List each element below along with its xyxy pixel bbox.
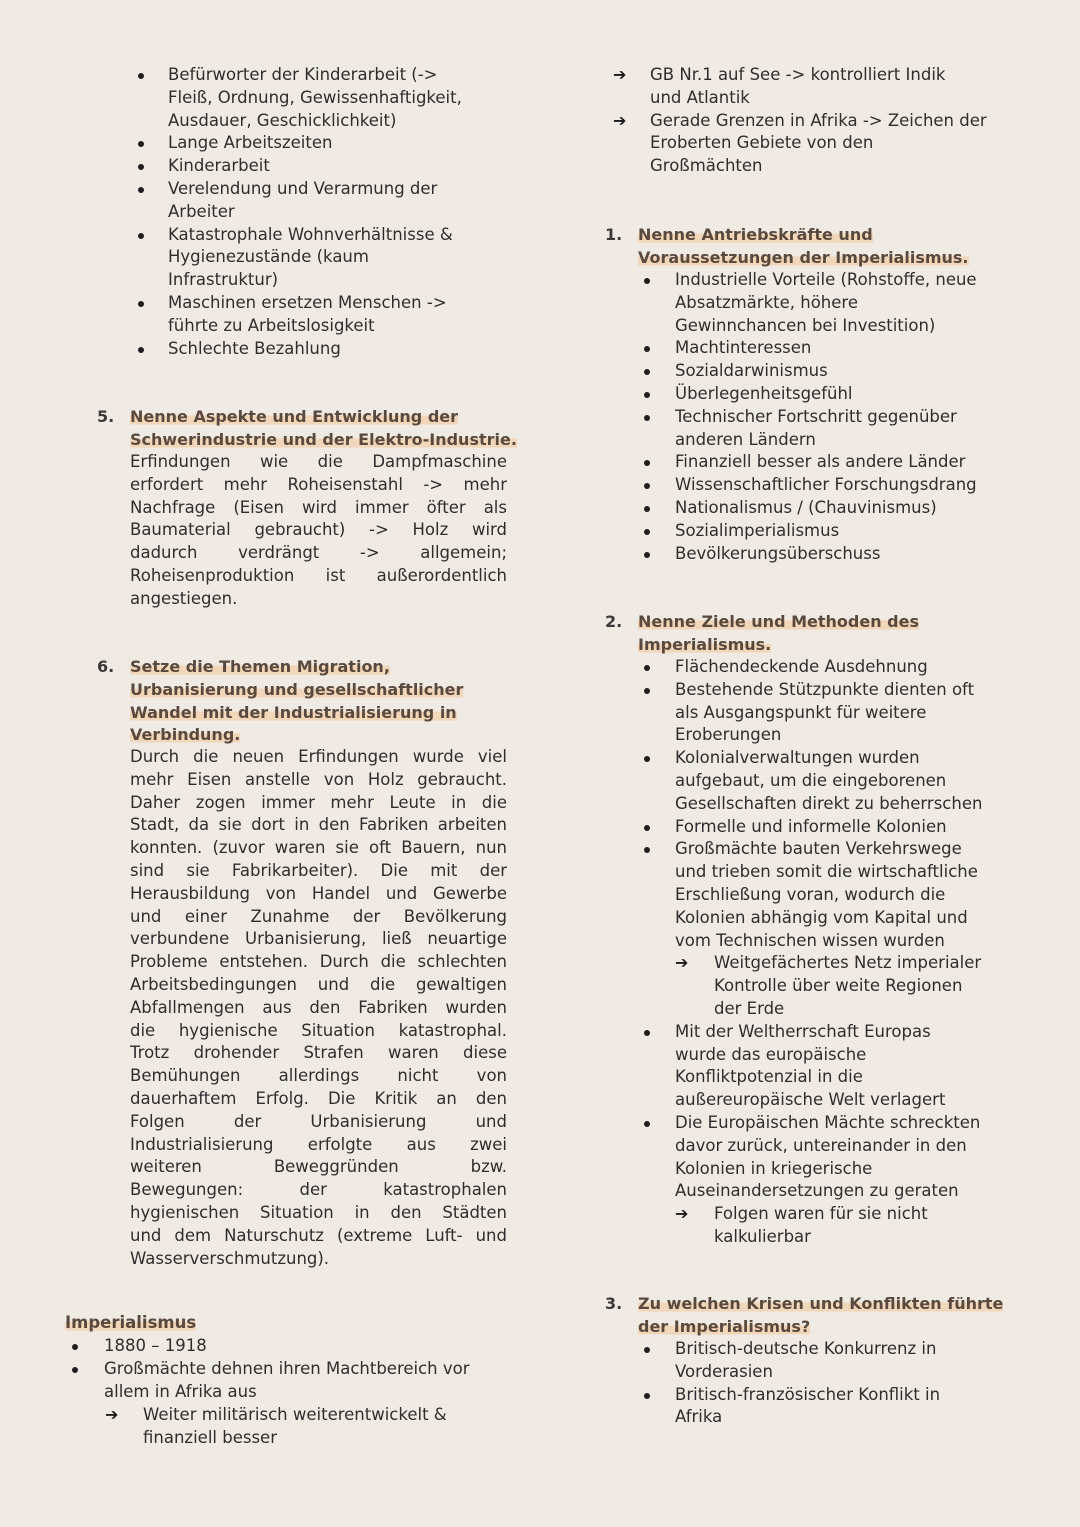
question-5-answer — [130, 451, 507, 611]
arrow-text-line: Weiter militärisch weiterentwickelt & — [143, 1405, 447, 1424]
question-2-heading — [605, 611, 1045, 657]
arrow-text-line: Folgen waren für sie nicht — [714, 1204, 928, 1224]
paragraph-line: erfordert mehr Roheisenstahl -> mehr — [130, 474, 507, 494]
paragraph-line: und dem Naturschutz (extreme Luft- und — [130, 1225, 507, 1245]
bullet-text-line: Lange Arbeitszeiten — [168, 133, 333, 153]
arrow-right-icon: ➔ — [675, 953, 689, 973]
question-heading-line — [97, 429, 517, 452]
bullet-list-item — [133, 292, 513, 338]
paragraph-line: dadurch verdrängt -> allgemein; — [130, 543, 507, 563]
bullet-text-line: vom Technischen wissen wurden — [675, 930, 945, 950]
bullet-dot-icon — [644, 1030, 650, 1036]
bullet-list-item — [640, 337, 1040, 360]
question-heading-line — [97, 679, 517, 702]
question-heading-line — [605, 1316, 1045, 1339]
bullet-dot-icon — [72, 1344, 78, 1350]
bullet-text-line: führte zu Arbeitslosigkeit — [168, 315, 375, 335]
bullet-list-item — [640, 1338, 1040, 1384]
bullet-text-line: Großmächte bauten Verkehrswege — [675, 839, 962, 859]
bullet-dot-icon — [644, 552, 650, 558]
question-1-heading — [605, 224, 1045, 270]
question-heading-line — [605, 224, 1045, 247]
paragraph-line: und einer Zunahme der Bevölkerung — [130, 906, 507, 926]
bullet-list-item — [640, 747, 1040, 815]
arrow-text-line: kalkulierbar — [714, 1226, 811, 1246]
question-number: 3. — [605, 1294, 623, 1313]
arrow-right-icon: ➔ — [675, 1204, 689, 1224]
bullet-dot-icon — [644, 529, 650, 535]
paragraph-line: Arbeitsbedingungen und die gewaltigen — [130, 974, 507, 994]
bullet-list-item — [70, 1335, 520, 1358]
bullet-text-line: Technischer Fortschritt gegenüber — [675, 406, 957, 426]
bullet-text-line: Kolonialverwaltungen wurden — [675, 748, 920, 768]
question-heading-line — [605, 634, 1045, 657]
bullet-text-line: Schlechte Bezahlung — [168, 338, 341, 358]
question-heading-line — [605, 247, 1045, 270]
question-heading-text: Wandel mit der Industrialisierung in — [130, 702, 457, 722]
bullet-text-line: wurde das europäische — [675, 1044, 867, 1064]
paragraph-line: Wasserverschmutzung). — [130, 1248, 330, 1268]
bullet-list-item — [640, 1112, 1040, 1203]
bullet-text-line: Nationalismus / (Chauvinismus) — [675, 498, 937, 517]
question-2-arrow-note-2 — [675, 1203, 1035, 1249]
bullet-list-item — [640, 269, 1040, 337]
bullet-text-line: Arbeiter — [168, 201, 235, 221]
right-top-arrow-note — [613, 64, 1033, 110]
bullet-text-line: Britisch-französischer Konflikt in — [675, 1384, 941, 1404]
arrow-text-line: GB Nr.1 auf See -> kontrolliert Indik — [650, 65, 946, 84]
question-6-answer — [130, 746, 507, 1270]
question-heading-text: Nenne Antriebskräfte und — [638, 225, 873, 244]
bullet-text-line: als Ausgangspunkt für weitere — [675, 702, 927, 722]
bullet-text-line: davor zurück, untereinander in den — [675, 1135, 967, 1155]
right-top-arrow-note — [613, 110, 1033, 178]
paragraph-line: mehr Eisen anstelle von Holz gebraucht. — [130, 769, 507, 789]
bullet-text-line: aufgebaut, um die eingeborenen — [675, 770, 947, 790]
question-heading-text: Nenne Ziele und Methoden des — [638, 612, 919, 631]
bullet-text-line: Formelle und informelle Kolonien — [675, 816, 947, 836]
bullet-list-item — [133, 178, 513, 224]
bullet-list-item — [133, 224, 513, 292]
arrow-text-line: Großmächten — [650, 156, 763, 176]
bullet-list-item — [133, 155, 513, 178]
bullet-dot-icon — [644, 825, 650, 831]
paragraph-line: Nachfrage (Eisen wird immer öfter als — [130, 497, 507, 517]
bullet-list-item — [640, 1021, 1040, 1112]
bullet-dot-icon — [644, 392, 650, 398]
bullet-text-line: allem in Afrika aus — [104, 1381, 257, 1401]
arrow-text-line: Gerade Grenzen in Afrika -> Zeichen der — [650, 110, 987, 130]
bullet-dot-icon — [138, 347, 144, 353]
paragraph-line: Herausbildung von Handel und Gewerbe — [130, 883, 507, 903]
bullet-text-line: Kolonien in kriegerische — [675, 1158, 873, 1178]
question-heading-line — [97, 702, 517, 725]
bullet-text-line: Großmächte dehnen ihren Machtbereich vor — [104, 1358, 470, 1378]
bullet-list-item — [640, 679, 1040, 747]
bullet-dot-icon — [644, 1393, 650, 1399]
bullet-list-item — [640, 520, 1040, 543]
bullet-list-item — [640, 543, 1040, 566]
question-heading-line — [97, 406, 517, 429]
bullet-dot-icon — [644, 665, 650, 671]
paragraph-line: Bewegungen: der katastrophalen — [130, 1180, 507, 1200]
arrow-right-icon: ➔ — [105, 1405, 119, 1424]
bullet-dot-icon — [644, 688, 650, 694]
arrow-text-line: und Atlantik — [650, 87, 750, 107]
bullet-text-line: Ausdauer, Geschicklichkeit) — [168, 110, 397, 130]
arrow-text-line: Kontrolle über weite Regionen — [714, 976, 963, 996]
bullet-text-line: Erschließung voran, wodurch die — [675, 884, 946, 904]
arrow-text-line: finanziell besser — [143, 1427, 277, 1447]
bullet-text-line: außereuropäische Welt verlagert — [675, 1090, 946, 1110]
question-heading-text: Voraussetzungen der Imperialismus. — [638, 247, 969, 267]
paragraph-line: Baumaterial gebraucht) -> Holz wird — [130, 520, 507, 540]
bullet-list-item — [133, 338, 513, 361]
bullet-text-line: Kolonien abhängig vom Kapital und — [675, 907, 968, 927]
bullet-text-line: Fleiß, Ordnung, Gewissenhaftigkeit, — [168, 87, 462, 107]
paragraph-line: Folgen der Urbanisierung und — [130, 1111, 507, 1131]
bullet-dot-icon — [644, 415, 650, 421]
bullet-list-item — [640, 838, 1040, 952]
question-number: 6. — [97, 657, 115, 676]
paragraph-line: Abfallmengen aus den Fabriken wurden — [130, 997, 507, 1017]
bullet-text-line: Befürworter der Kinderarbeit (-> — [168, 65, 438, 84]
paragraph-line: verbundene Urbanisierung, ließ neuartige — [130, 929, 507, 949]
paragraph-line: weiteren Beweggründen bzw. — [130, 1157, 507, 1177]
bullet-list-item — [640, 383, 1040, 406]
bullet-list-item — [133, 132, 513, 155]
question-heading-line — [97, 724, 517, 747]
bullet-dot-icon — [138, 233, 144, 239]
bullet-text-line: Britisch-deutsche Konkurrenz in — [675, 1339, 937, 1358]
paragraph-line: Erfindungen wie die Dampfmaschine — [130, 452, 507, 471]
question-6-heading — [97, 656, 517, 747]
bullet-text-line: Wissenschaftlicher Forschungsdrang — [675, 475, 977, 495]
paragraph-line: angestiegen. — [130, 588, 238, 608]
question-heading-text: der Imperialismus? — [638, 1316, 811, 1336]
question-heading-text: Zu welchen Krisen und Konflikten führte — [638, 1294, 1004, 1313]
bullet-text-line: anderen Ländern — [675, 429, 816, 449]
bullet-text-line: 1880 – 1918 — [104, 1336, 207, 1355]
paragraph-line: hygienischen Situation in den Städten — [130, 1202, 507, 1222]
bullet-text-line: Hygienezustände (kaum — [168, 247, 369, 267]
question-number: 5. — [97, 407, 115, 426]
bullet-text-line: Überlegenheitsgefühl — [675, 384, 853, 403]
question-number: 1. — [605, 225, 623, 244]
bullet-list-item — [640, 497, 1040, 520]
bullet-text-line: Gewinnchancen bei Investition) — [675, 315, 936, 335]
bullet-dot-icon — [644, 506, 650, 512]
paragraph-line: Industrialisierung erfolgte aus zwei — [130, 1134, 507, 1154]
bullet-text-line: Maschinen ersetzen Menschen -> — [168, 293, 447, 312]
question-2-arrow-note — [675, 952, 1035, 1020]
bullet-text-line: Konfliktpotenzial in die — [675, 1067, 863, 1087]
question-5-heading — [97, 406, 517, 452]
bullet-list-item — [640, 451, 1040, 474]
bullet-dot-icon — [72, 1367, 78, 1373]
bullet-text-line: Katastrophale Wohnverhältnisse & — [168, 224, 453, 244]
bullet-text-line: Industrielle Vorteile (Rohstoffe, neue — [675, 270, 977, 289]
bullet-dot-icon — [138, 73, 144, 79]
bullet-text-line: und trieben somit die wirtschaftliche — [675, 862, 978, 882]
imperialismus-heading — [65, 1312, 365, 1335]
question-heading-text: Verbindung. — [130, 725, 241, 745]
question-3-heading — [605, 1293, 1045, 1339]
bullet-text-line: Infrastruktur) — [168, 270, 279, 290]
bullet-text-line: Flächendeckende Ausdehnung — [675, 657, 928, 676]
bullet-list-item — [640, 474, 1040, 497]
paragraph-line: dauerhaftem Erfolg. Die Kritik an den — [130, 1088, 507, 1108]
bullet-dot-icon — [644, 1121, 650, 1127]
bullet-dot-icon — [138, 301, 144, 307]
bullet-text-line: Mit der Weltherrschaft Europas — [675, 1021, 931, 1041]
question-heading-line — [97, 656, 517, 679]
paragraph-line: Stadt, da sie dort in den Fabriken arbeiten — [130, 815, 507, 835]
bullet-dot-icon — [644, 1347, 650, 1353]
bullet-text-line: Auseinandersetzungen zu geraten — [675, 1181, 959, 1201]
bullet-list-item — [640, 360, 1040, 383]
paragraph-line: Probleme entstehen. Durch die schlechten — [130, 952, 507, 972]
question-heading-text: Urbanisierung und gesellschaftlicher — [130, 679, 464, 699]
bullet-text-line: Sozialdarwinismus — [675, 361, 828, 381]
arrow-text-line: Weitgefächertes Netz imperialer — [714, 953, 982, 973]
bullet-text-line: Gesellschaften direkt zu beherrschen — [675, 793, 983, 813]
paragraph-line: Trotz drohender Strafen waren diese — [130, 1043, 507, 1063]
paragraph-line: Roheisenproduktion ist außerordentlich — [130, 565, 507, 585]
paragraph-line: die hygienische Situation katastrophal. — [130, 1020, 507, 1040]
bullet-text-line: Sozialimperialismus — [675, 520, 840, 540]
arrow-right-icon: ➔ — [613, 110, 627, 130]
question-heading-line — [605, 1293, 1045, 1316]
paragraph-line: konnten. (zuvor waren sie oft Bauern, nun — [130, 838, 507, 858]
bullet-list-item — [640, 1384, 1040, 1430]
bullet-text-line: Die Europäischen Mächte schreckten — [675, 1112, 981, 1132]
paragraph-line: Daher zogen immer mehr Leute in die — [130, 792, 507, 812]
bullet-list-item — [640, 406, 1040, 452]
bullet-text-line: Afrika — [675, 1407, 723, 1427]
question-heading-text: Imperialismus. — [638, 634, 772, 654]
question-heading-text: Setze die Themen Migration, — [130, 657, 390, 676]
bullet-text-line: Eroberungen — [675, 725, 782, 745]
bullet-text-line: Bestehende Stützpunkte dienten oft — [675, 679, 975, 699]
bullet-list-item — [640, 816, 1040, 839]
question-heading-text: Schwerindustrie und der Elektro-Industrie. — [130, 429, 517, 449]
paragraph-line: Bemühungen allerdings nicht von — [130, 1066, 507, 1086]
bullet-text-line: Kinderarbeit — [168, 156, 270, 176]
imperialismus-arrow-note — [105, 1404, 525, 1450]
section-heading: Imperialismus — [65, 1313, 197, 1332]
question-number: 2. — [605, 612, 623, 631]
bullet-list-item — [70, 1358, 520, 1404]
bullet-dot-icon — [644, 278, 650, 284]
question-heading-line — [605, 611, 1045, 634]
bullet-text-line: Verelendung und Verarmung der — [168, 179, 438, 198]
arrow-text-line: der Erde — [714, 998, 785, 1018]
bullet-text-line: Finanziell besser als andere Länder — [675, 452, 966, 472]
question-heading-text: Nenne Aspekte und Entwicklung der — [130, 407, 459, 426]
paragraph-line: sind sie Fabrikarbeiter). Die mit der — [130, 860, 507, 880]
paragraph-line: Durch die neuen Erfindungen wurde viel — [130, 747, 507, 766]
bullet-text-line: Absatzmärkte, höhere — [675, 292, 858, 312]
bullet-list-item — [640, 656, 1040, 679]
arrow-text-line: Eroberten Gebiete von den — [650, 133, 874, 153]
bullet-text-line: Vorderasien — [675, 1361, 773, 1381]
bullet-text-line: Machtinteressen — [675, 338, 812, 358]
bullet-text-line: Bevölkerungsüberschuss — [675, 543, 881, 563]
arrow-right-icon: ➔ — [613, 65, 627, 84]
bullet-list-item — [133, 64, 513, 132]
bullet-dot-icon — [138, 187, 144, 193]
